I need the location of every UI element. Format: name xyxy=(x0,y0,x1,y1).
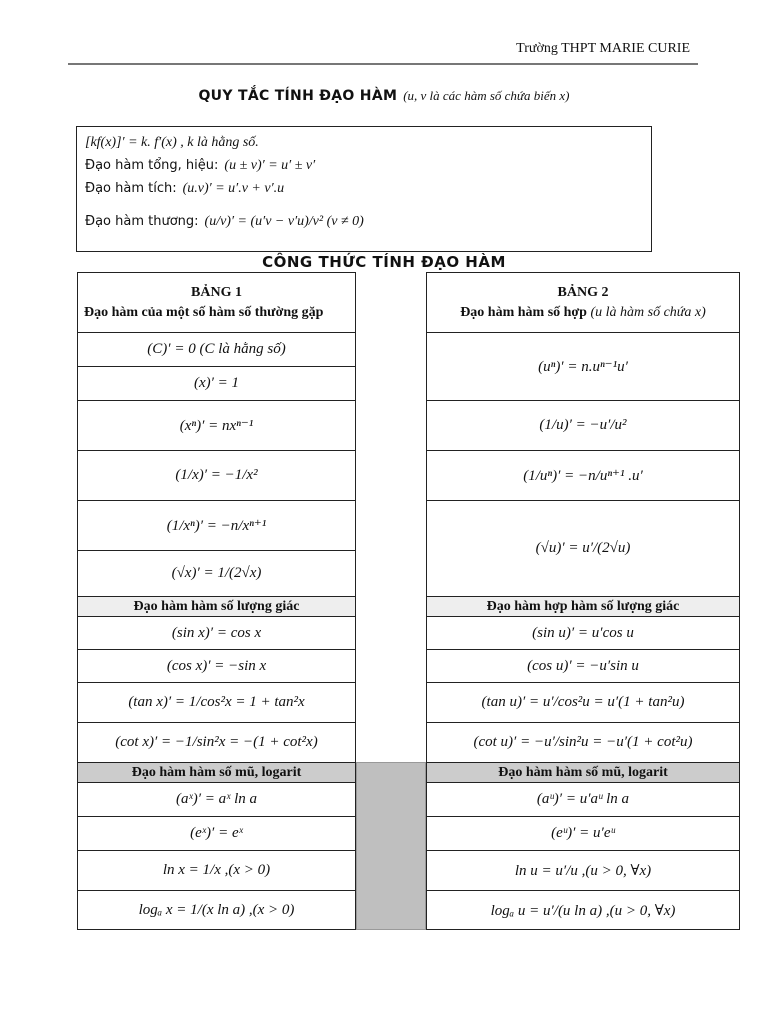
formula-cell xyxy=(77,722,356,763)
formula-cell xyxy=(77,366,356,401)
formula: (1/u)′ = −u′/u² xyxy=(539,417,627,433)
formula: (tan u)′ = u′/cos²u = u′(1 + tan²u) xyxy=(481,694,685,710)
rule-sum xyxy=(85,154,643,177)
formula-cell xyxy=(77,450,356,501)
formula: logₐ u = u′/(u ln a) ,(u > 0, ∀x) xyxy=(490,902,676,919)
formula: (eˣ)′ = eˣ xyxy=(190,825,243,841)
rule-constant xyxy=(85,131,643,154)
rule-formula: (u/v)′ = (u′v − v′u)/v² (v ≠ 0) xyxy=(204,214,364,229)
formula: (√x)′ = 1/(2√x) xyxy=(171,565,262,581)
formula-cell xyxy=(77,682,356,723)
formula-cell xyxy=(426,332,740,401)
formula: (C)′ = 0 (C là hằng số) xyxy=(147,341,286,357)
table-2-header xyxy=(426,272,740,333)
table-title: CÔNG THỨC TÍNH ĐẠO HÀM xyxy=(262,253,506,271)
title-note: (u, v là các hàm số chứa biến x) xyxy=(403,88,570,103)
formula-cell xyxy=(426,782,740,817)
title-main: QUY TẮC TÍNH ĐẠO HÀM xyxy=(198,88,398,104)
formula-cell xyxy=(77,550,356,597)
formula-cell xyxy=(426,450,740,501)
formula-cell xyxy=(426,682,740,723)
formula: (1/xⁿ)′ = −n/xⁿ⁺¹ xyxy=(166,518,267,534)
formula-cell xyxy=(77,890,356,930)
formula-cell xyxy=(426,616,740,650)
formula-cell xyxy=(77,400,356,451)
formula: ln u = u′/u ,(u > 0, ∀x) xyxy=(514,863,652,879)
table-1 xyxy=(77,272,356,930)
rule-quotient xyxy=(85,200,643,244)
table-2-caption: Đạo hàm hàm số hợp xyxy=(460,304,587,320)
rule-formula: [kf(x)]′ = k. f′(x) , k là hằng số. xyxy=(85,135,259,150)
formula-cell xyxy=(77,649,356,683)
table-2 xyxy=(426,272,740,930)
section-exp-2: Đạo hàm hàm số mũ, logarit xyxy=(426,762,740,783)
formula: (tan x)′ = 1/cos²x = 1 + tan²x xyxy=(128,694,305,710)
formula: (cos u)′ = −u′sin u xyxy=(527,657,639,674)
formula: (cot x)′ = −1/sin²x = −(1 + cot²x) xyxy=(115,734,318,750)
formula-cell xyxy=(426,890,740,930)
section-trig-2: Đạo hàm hợp hàm số lượng giác xyxy=(426,596,740,617)
formula-cell xyxy=(77,500,356,551)
formula: ln x = 1/x ,(x > 0) xyxy=(162,862,271,878)
formula-cell xyxy=(426,649,740,683)
formula: (1/x)′ = −1/x² xyxy=(175,467,258,483)
rule-product xyxy=(85,177,643,200)
rule-label: Đạo hàm thương: xyxy=(85,214,199,229)
formula: (√u)′ = u′/(2√u) xyxy=(535,540,631,556)
formula: (aᵘ)′ = u′aᵘ ln a xyxy=(536,791,630,807)
formula: (uⁿ)′ = n.uⁿ⁻¹u′ xyxy=(538,359,628,375)
formula: (eᵘ)′ = u′eᵘ xyxy=(551,825,615,841)
table-2-caption-note: (u là hàm số chứa x) xyxy=(590,304,706,320)
formula-cell xyxy=(426,400,740,451)
formula: logₐ x = 1/(x ln a) ,(x > 0) xyxy=(138,901,295,918)
formula-cell xyxy=(426,500,740,597)
formula: (1/uⁿ)′ = −n/uⁿ⁺¹ .u′ xyxy=(523,468,643,484)
formula: (cot u)′ = −u′/sin²u = −u′(1 + cot²u) xyxy=(473,734,693,750)
formula-cell xyxy=(426,850,740,891)
formula: (sin x)′ = cos x xyxy=(171,624,262,641)
table-1-heading: BẢNG 1 xyxy=(191,284,242,300)
rule-formula: (u ± v)′ = u′ ± v′ xyxy=(224,158,316,173)
formula: (cos x)′ = −sin x xyxy=(166,657,267,674)
formula: (sin u)′ = u′cos u xyxy=(532,624,634,641)
rules-box xyxy=(76,126,652,252)
table-2-heading: BẢNG 2 xyxy=(557,284,609,300)
formula: (xⁿ)′ = nxⁿ⁻¹ xyxy=(179,418,254,434)
table-1-header xyxy=(77,272,356,333)
rule-label: Đạo hàm tích: xyxy=(85,181,177,196)
formula: (x)′ = 1 xyxy=(193,375,240,391)
rule-formula: (u.v)′ = u′.v + v′.u xyxy=(182,181,285,196)
formula-cell xyxy=(77,816,356,851)
formula-cell xyxy=(426,816,740,851)
page-title xyxy=(0,88,768,105)
section-exp-1: Đạo hàm hàm số mũ, logarit xyxy=(77,762,356,783)
section-trig-1: Đạo hàm hàm số lượng giác xyxy=(77,596,356,617)
formula: (aˣ)′ = aˣ ln a xyxy=(175,791,258,807)
school-header: Trường THPT MARIE CURIE xyxy=(516,41,690,56)
formula-cell xyxy=(77,850,356,891)
rule-label: Đạo hàm tổng, hiệu: xyxy=(85,158,219,173)
formula-cell xyxy=(77,616,356,650)
formula-cell xyxy=(426,722,740,763)
formula-cell xyxy=(77,782,356,817)
table-1-caption: Đạo hàm của một số hàm số thường gặp xyxy=(84,304,324,320)
formula-cell xyxy=(77,332,356,367)
header-rule xyxy=(68,63,698,65)
gray-gap-block xyxy=(356,762,426,930)
